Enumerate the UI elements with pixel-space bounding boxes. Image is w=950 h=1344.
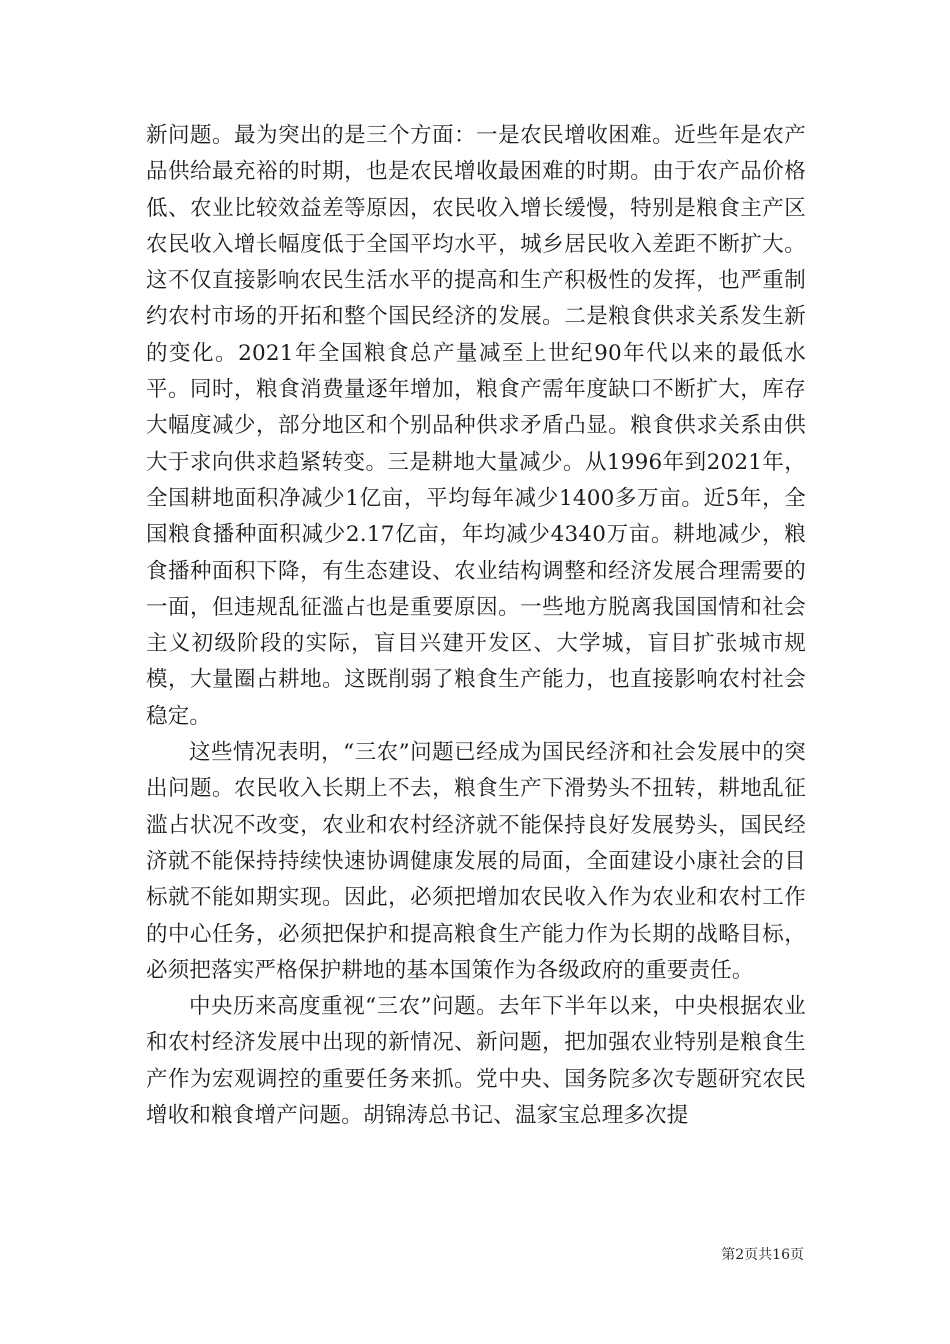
paragraph-2: 这些情况表明，“三农”问题已经成为国民经济和社会发展中的突出问题。农民收入长期上不去，粮食生产下滑势头不扭转，耕地乱征滥占状况不改变，农业和农村经济就不能保持良好发展势头，国民经济就不能保持持续快速协调健康发展的局面，全面建设小康社会的目标就不能如期实现。因此，必须把增加农民收入作为农业和农村工作的中心任务，必须把保护和提高粮食生产能力作为长期的战略目标，必须把落实严格保护耕地的基本国策作为各级政府的重要责任。 (146, 740, 806, 983)
page-number-footer: 第2页共16页 (721, 1247, 804, 1263)
document-body (146, 118, 806, 1134)
paragraph-1: 新问题。最为突出的是三个方面：一是农民增收困难。近些年是农产品供给最充裕的时期，也是农民增收最困难的时期。由于农产品价格低、农业比较效益差等原因，农民收入增长缓慢，特别是粮食主产区农民收入增长幅度低于全国平均水平，城乡居民收入差距不断扩大。这不仅直接影响农民生活水平的提高和生产积极性的发挥，也严重制约农村市场的开拓和整个国民经济的发展。二是粮食供求关系发生新的变化。2021年全国粮食总产量减至上世纪90年代以来的最低水平。同时，粮食消费量逐年增加，粮食产需年度缺口不断扩大，库存大幅度减少，部分地区和个别品种供求矛盾凸显。粮食供求关系由供大于求向供求趋紧转变。三是耕地大量减少。从1996年到2021年，全国耕地面积净减少1亿亩，平均每年减少1400多万亩。近5年，全国粮食播种面积减少2.17亿亩，年均减少4340万亩。耕地减少，粮食播种面积下降，有生态建设、农业结构调整和经济发展合理需要的一面，但违规乱征滥占也是重要原因。一些地方脱离我国国情和社会主义初级阶段的实际，盲目兴建开发区、大学城，盲目扩张城市规模，大量圈占耕地。这既削弱了粮食生产能力，也直接影响农村社会稳定。 (146, 123, 806, 729)
paragraph-3: 中央历来高度重视“三农”问题。去年下半年以来，中央根据农业和农村经济发展中出现的新情况、新问题，把加强农业特别是粮食生产作为宏观调控的重要任务来抓。党中央、国务院多次专题研究农民增收和粮食增产问题。胡锦涛总书记、温家宝总理多次提 (146, 994, 806, 1129)
